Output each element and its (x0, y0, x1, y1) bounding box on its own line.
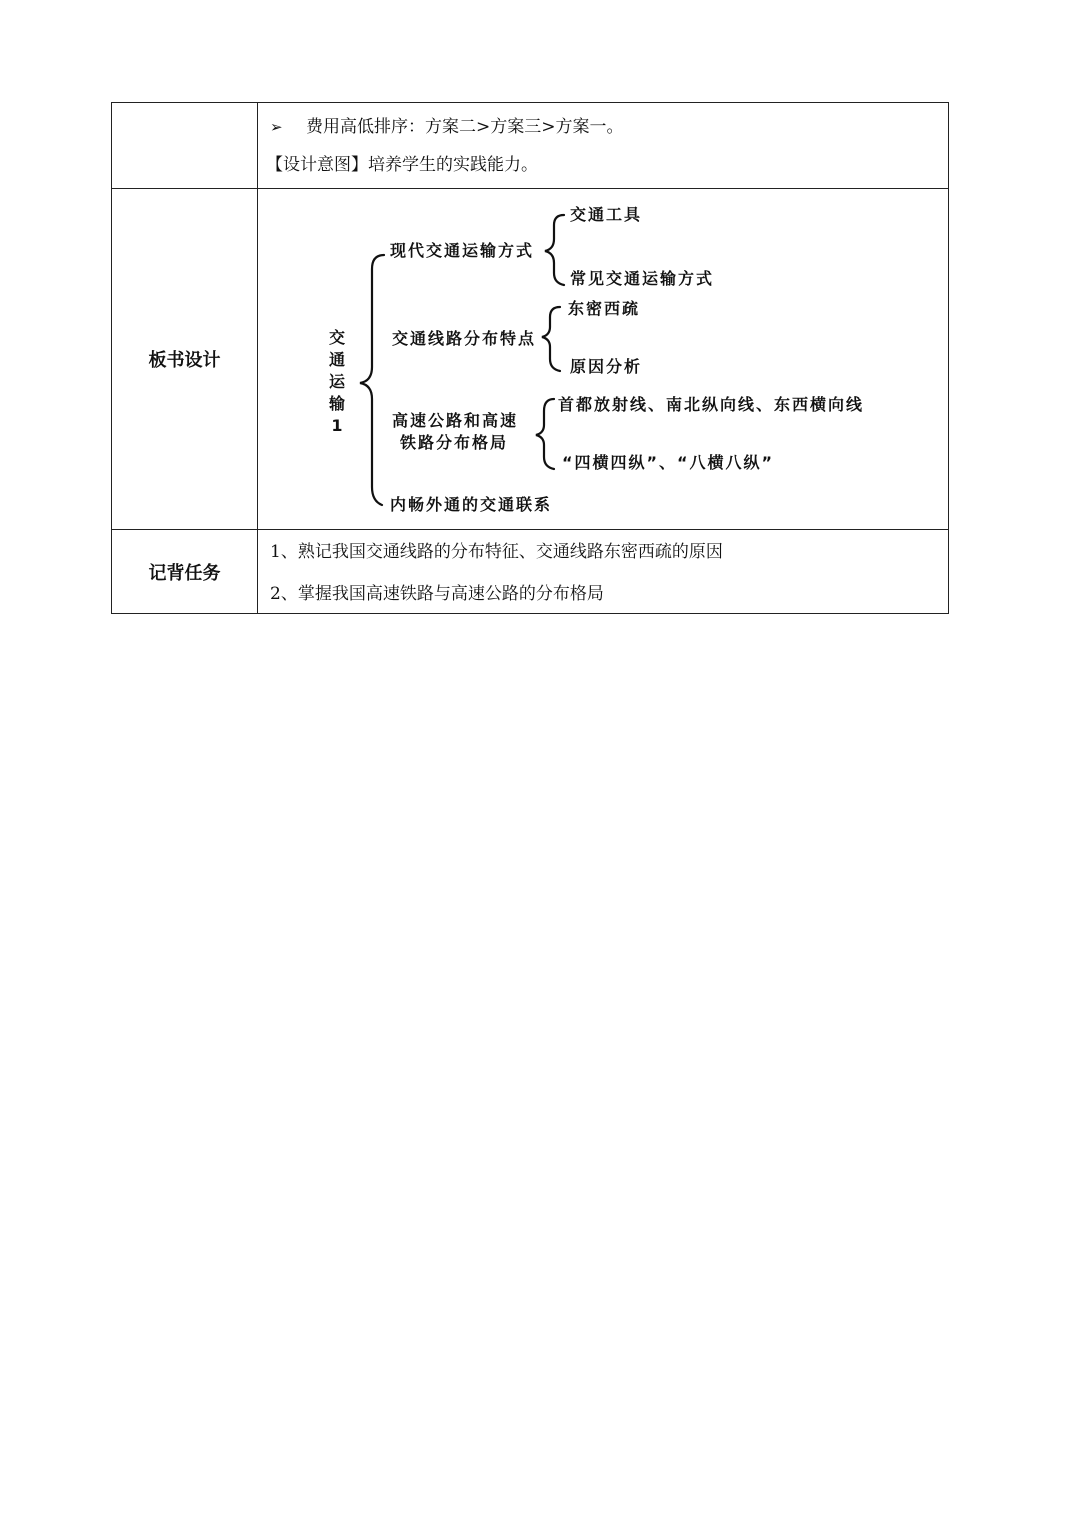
row-content-cost-ranking (258, 103, 949, 189)
memorize-item-2: 2、掌握我国高速铁路与高速公路的分布格局 (270, 584, 604, 604)
lesson-plan-table (111, 102, 949, 614)
row-label-empty (112, 103, 258, 189)
bullet-item (270, 117, 948, 137)
board-root-title: 交通运输1 (328, 328, 345, 435)
main-brace (360, 255, 384, 505)
table-row-memorize-task (112, 530, 949, 614)
branch-highway-railway-line-1: 高速公路和高速 (392, 411, 519, 430)
brace-branch-3 (536, 399, 554, 469)
branch-external-connections: 内畅外通的交通联系 (390, 495, 553, 514)
leaf-grid-pattern: “四横四纵”、“八横八纵” (562, 453, 775, 472)
branch-highway-railway-line-2: 铁路分布格局 (400, 433, 509, 452)
leaf-transport-tools: 交通工具 (570, 205, 643, 224)
cost-ranking-text: 费用高低排序：方案二>方案三>方案一。 (306, 117, 624, 137)
branch-modern-transport: 现代交通运输方式 (390, 241, 535, 260)
board-diagram (258, 189, 950, 529)
board-design-cell (258, 189, 949, 530)
design-intent-text: 【设计意图】培养学生的实践能力。 (266, 155, 538, 175)
row-content-memorize-task (258, 530, 949, 614)
brace-branch-1 (545, 215, 564, 285)
branch-route-distribution: 交通线路分布特点 (392, 329, 537, 348)
leaf-cause-analysis: 原因分析 (570, 357, 643, 376)
row-label-board-design: 板书设计 (112, 189, 258, 530)
leaf-common-transport-modes: 常见交通运输方式 (570, 269, 715, 288)
brace-branch-2 (542, 307, 560, 371)
table-row-board-design (112, 189, 949, 530)
arrow-bullet-icon: ➢ (270, 118, 283, 136)
leaf-east-dense-west-sparse: 东密西疏 (568, 299, 641, 318)
leaf-radial-lines: 首都放射线、南北纵向线、东西横向线 (558, 395, 865, 414)
memorize-item-1: 1、熟记我国交通线路的分布特征、交通线路东密西疏的原因 (270, 542, 723, 562)
row-label-memorize-task: 记背任务 (112, 530, 258, 614)
table-row-cost-ranking (112, 103, 949, 189)
